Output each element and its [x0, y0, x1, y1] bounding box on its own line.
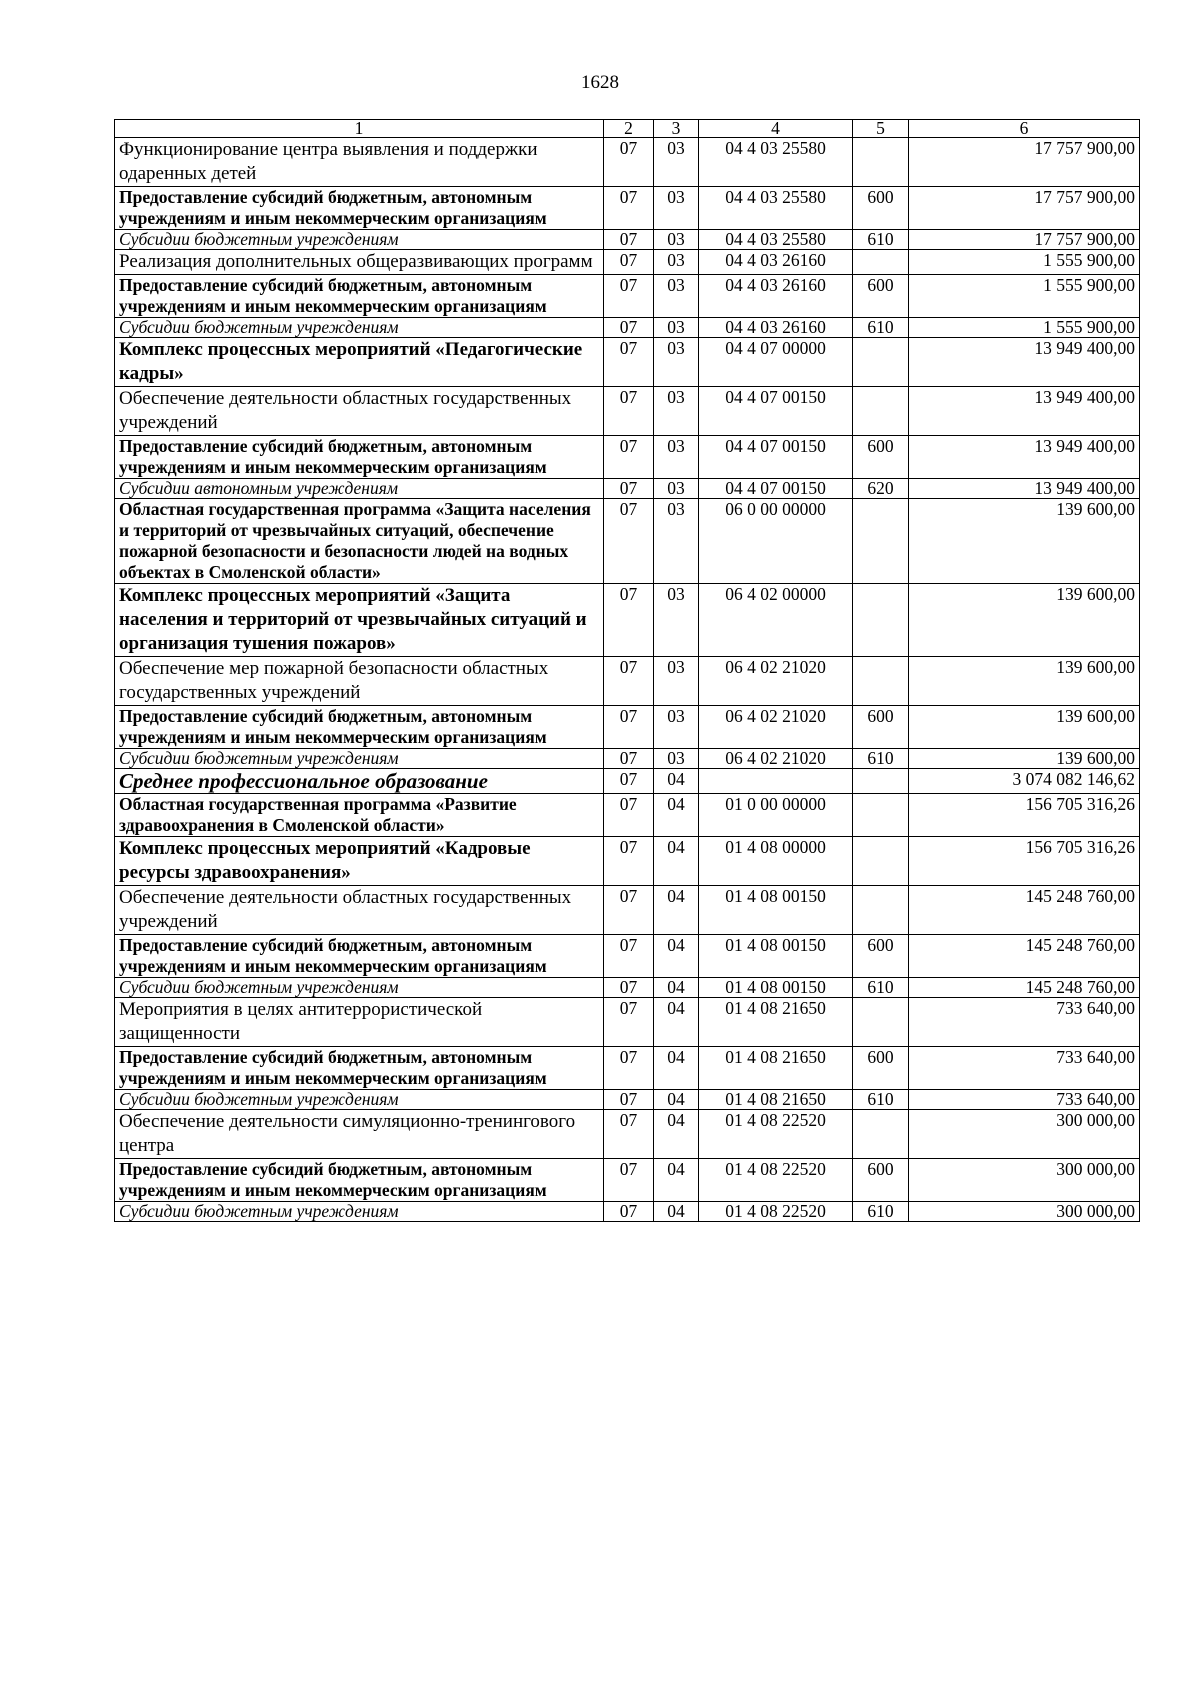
subsection-code-cell: 04	[654, 794, 699, 837]
table-row	[115, 886, 1140, 935]
target-article-cell: 06 4 02 21020	[699, 706, 853, 749]
subsection-code-cell: 04	[654, 1202, 699, 1222]
expense-type-cell: 610	[853, 749, 909, 769]
header-cell: 2	[604, 120, 654, 138]
subsection-code-cell: 04	[654, 935, 699, 978]
table-row	[115, 250, 1140, 275]
row-name-cell: Субсидии бюджетным учреждениям	[115, 749, 604, 769]
expense-type-cell	[853, 794, 909, 837]
section-code-cell: 07	[604, 584, 654, 657]
expense-type-cell	[853, 250, 909, 275]
target-article-cell: 06 0 00 00000	[699, 499, 853, 584]
section-code-cell: 07	[604, 1047, 654, 1090]
table-row	[115, 706, 1140, 749]
row-name-cell: Субсидии бюджетным учреждениям	[115, 1202, 604, 1222]
amount-cell: 145 248 760,00	[909, 886, 1140, 935]
table-row	[115, 978, 1140, 998]
section-code-cell: 07	[604, 138, 654, 187]
header-cell: 1	[115, 120, 604, 138]
expense-type-cell: 600	[853, 187, 909, 230]
target-article-cell: 01 4 08 22520	[699, 1202, 853, 1222]
subsection-code-cell: 03	[654, 230, 699, 250]
target-article-cell: 06 4 02 00000	[699, 584, 853, 657]
section-code-cell: 07	[604, 706, 654, 749]
row-name-cell: Комплекс процессных мероприятий «Защита населения и территорий от чрезвычайных ситуаций и организация тушения пожаров»	[115, 584, 604, 657]
section-code-cell: 07	[604, 230, 654, 250]
section-code-cell: 07	[604, 1090, 654, 1110]
row-name-cell: Субсидии бюджетным учреждениям	[115, 978, 604, 998]
row-name-cell: Обеспечение деятельности областных государственных учреждений	[115, 886, 604, 935]
amount-cell: 145 248 760,00	[909, 978, 1140, 998]
amount-cell: 1 555 900,00	[909, 318, 1140, 338]
target-article-cell: 01 4 08 22520	[699, 1110, 853, 1159]
amount-cell: 17 757 900,00	[909, 187, 1140, 230]
row-name-cell: Областная государственная программа «Защита населения и территорий от чрезвычайных ситуаций, обеспечение пожарной безопасности и безопасности людей на водных объектах в Смоленской области»	[115, 499, 604, 584]
amount-cell: 139 600,00	[909, 657, 1140, 706]
target-article-cell: 04 4 03 26160	[699, 275, 853, 318]
amount-cell: 733 640,00	[909, 1047, 1140, 1090]
section-code-cell: 07	[604, 935, 654, 978]
table-row	[115, 1110, 1140, 1159]
expense-type-cell: 600	[853, 1159, 909, 1202]
amount-cell: 3 074 082 146,62	[909, 769, 1140, 794]
table-row	[115, 479, 1140, 499]
section-code-cell: 07	[604, 978, 654, 998]
table-row	[115, 138, 1140, 187]
expense-type-cell: 600	[853, 275, 909, 318]
row-name-cell: Комплекс процессных мероприятий «Кадровые ресурсы здравоохранения»	[115, 837, 604, 886]
row-name-cell: Предоставление субсидий бюджетным, автономным учреждениям и иным некоммерческим организациям	[115, 935, 604, 978]
row-name-cell: Субсидии бюджетным учреждениям	[115, 1090, 604, 1110]
table-row	[115, 584, 1140, 657]
section-code-cell: 07	[604, 250, 654, 275]
budget-table	[114, 119, 1140, 1222]
subsection-code-cell: 04	[654, 978, 699, 998]
expense-type-cell: 610	[853, 978, 909, 998]
target-article-cell: 04 4 07 00000	[699, 338, 853, 387]
expense-type-cell: 600	[853, 1047, 909, 1090]
header-cell: 3	[654, 120, 699, 138]
header-row	[115, 120, 1140, 138]
amount-cell: 13 949 400,00	[909, 479, 1140, 499]
amount-cell: 145 248 760,00	[909, 935, 1140, 978]
section-code-cell: 07	[604, 998, 654, 1047]
section-code-cell: 07	[604, 837, 654, 886]
table-row	[115, 769, 1140, 794]
target-article-cell: 04 4 03 26160	[699, 318, 853, 338]
expense-type-cell	[853, 1110, 909, 1159]
amount-cell: 1 555 900,00	[909, 275, 1140, 318]
expense-type-cell	[853, 387, 909, 436]
subsection-code-cell: 03	[654, 499, 699, 584]
section-code-cell: 07	[604, 886, 654, 935]
target-article-cell: 04 4 07 00150	[699, 387, 853, 436]
target-article-cell: 04 4 03 25580	[699, 230, 853, 250]
target-article-cell: 01 4 08 21650	[699, 998, 853, 1047]
row-name-cell: Предоставление субсидий бюджетным, автономным учреждениям и иным некоммерческим организациям	[115, 187, 604, 230]
table-row	[115, 187, 1140, 230]
subsection-code-cell: 03	[654, 138, 699, 187]
amount-cell: 300 000,00	[909, 1202, 1140, 1222]
row-name-cell: Субсидии бюджетным учреждениям	[115, 318, 604, 338]
table-row	[115, 1159, 1140, 1202]
section-code-cell: 07	[604, 1202, 654, 1222]
expense-type-cell	[853, 657, 909, 706]
expense-type-cell	[853, 584, 909, 657]
table-row	[115, 1047, 1140, 1090]
subsection-code-cell: 04	[654, 1047, 699, 1090]
target-article-cell: 04 4 07 00150	[699, 436, 853, 479]
target-article-cell: 01 4 08 00150	[699, 935, 853, 978]
subsection-code-cell: 04	[654, 1090, 699, 1110]
amount-cell: 300 000,00	[909, 1110, 1140, 1159]
table-row	[115, 837, 1140, 886]
section-code-cell: 07	[604, 1159, 654, 1202]
table-row	[115, 499, 1140, 584]
expense-type-cell: 600	[853, 436, 909, 479]
expense-type-cell: 610	[853, 1202, 909, 1222]
expense-type-cell: 610	[853, 318, 909, 338]
row-name-cell: Субсидии автономным учреждениям	[115, 479, 604, 499]
subsection-code-cell: 04	[654, 1110, 699, 1159]
amount-cell: 1 555 900,00	[909, 250, 1140, 275]
amount-cell: 156 705 316,26	[909, 837, 1140, 886]
subsection-code-cell: 03	[654, 749, 699, 769]
subsection-code-cell: 04	[654, 1159, 699, 1202]
subsection-code-cell: 03	[654, 338, 699, 387]
row-name-cell: Субсидии бюджетным учреждениям	[115, 230, 604, 250]
section-code-cell: 07	[604, 499, 654, 584]
expense-type-cell: 610	[853, 1090, 909, 1110]
subsection-code-cell: 03	[654, 436, 699, 479]
section-code-cell: 07	[604, 479, 654, 499]
row-name-cell: Областная государственная программа «Развитие здравоохранения в Смоленской области»	[115, 794, 604, 837]
section-code-cell: 07	[604, 794, 654, 837]
amount-cell: 300 000,00	[909, 1159, 1140, 1202]
table-row	[115, 1202, 1140, 1222]
target-article-cell: 01 4 08 22520	[699, 1159, 853, 1202]
expense-type-cell: 600	[853, 706, 909, 749]
row-name-cell: Обеспечение деятельности симуляционно-тренингового центра	[115, 1110, 604, 1159]
header-cell: 6	[909, 120, 1140, 138]
expense-type-cell	[853, 499, 909, 584]
table-row	[115, 1090, 1140, 1110]
table-row	[115, 436, 1140, 479]
expense-type-cell: 610	[853, 230, 909, 250]
target-article-cell: 01 4 08 00150	[699, 886, 853, 935]
table-row	[115, 749, 1140, 769]
target-article-cell: 04 4 07 00150	[699, 479, 853, 499]
expense-type-cell: 620	[853, 479, 909, 499]
row-name-cell: Предоставление субсидий бюджетным, автономным учреждениям и иным некоммерческим организациям	[115, 706, 604, 749]
table-row	[115, 230, 1140, 250]
section-code-cell: 07	[604, 436, 654, 479]
section-code-cell: 07	[604, 657, 654, 706]
section-code-cell: 07	[604, 769, 654, 794]
row-name-cell: Реализация дополнительных общеразвивающих программ	[115, 250, 604, 275]
amount-cell: 139 600,00	[909, 749, 1140, 769]
subsection-code-cell: 03	[654, 584, 699, 657]
subsection-code-cell: 03	[654, 250, 699, 275]
expense-type-cell	[853, 138, 909, 187]
subsection-code-cell: 03	[654, 387, 699, 436]
table-row	[115, 338, 1140, 387]
row-name-cell: Предоставление субсидий бюджетным, автономным учреждениям и иным некоммерческим организациям	[115, 1159, 604, 1202]
target-article-cell: 01 4 08 00000	[699, 837, 853, 886]
row-name-cell: Комплекс процессных мероприятий «Педагогические кадры»	[115, 338, 604, 387]
amount-cell: 139 600,00	[909, 706, 1140, 749]
expense-type-cell	[853, 886, 909, 935]
subsection-code-cell: 03	[654, 657, 699, 706]
amount-cell: 13 949 400,00	[909, 436, 1140, 479]
target-article-cell: 01 4 08 21650	[699, 1047, 853, 1090]
subsection-code-cell: 04	[654, 886, 699, 935]
table-row	[115, 657, 1140, 706]
section-code-cell: 07	[604, 749, 654, 769]
expense-type-cell: 600	[853, 935, 909, 978]
target-article-cell: 04 4 03 25580	[699, 138, 853, 187]
section-code-cell: 07	[604, 187, 654, 230]
table-row	[115, 935, 1140, 978]
target-article-cell: 01 0 00 00000	[699, 794, 853, 837]
amount-cell: 13 949 400,00	[909, 387, 1140, 436]
subsection-code-cell: 03	[654, 318, 699, 338]
row-name-cell: Мероприятия в целях антитеррористической защищенности	[115, 998, 604, 1047]
expense-type-cell	[853, 837, 909, 886]
page-number: 1628	[581, 72, 619, 93]
subsection-code-cell: 03	[654, 275, 699, 318]
expense-type-cell	[853, 338, 909, 387]
section-code-cell: 07	[604, 387, 654, 436]
target-article-cell: 01 4 08 21650	[699, 1090, 853, 1110]
target-article-cell: 04 4 03 26160	[699, 250, 853, 275]
target-article-cell: 06 4 02 21020	[699, 749, 853, 769]
table-row	[115, 318, 1140, 338]
subsection-code-cell: 04	[654, 837, 699, 886]
subsection-code-cell: 03	[654, 479, 699, 499]
subsection-code-cell: 04	[654, 998, 699, 1047]
amount-cell: 17 757 900,00	[909, 230, 1140, 250]
row-name-cell: Предоставление субсидий бюджетным, автономным учреждениям и иным некоммерческим организациям	[115, 1047, 604, 1090]
expense-type-cell	[853, 998, 909, 1047]
table-row	[115, 387, 1140, 436]
section-code-cell: 07	[604, 275, 654, 318]
subsection-code-cell: 04	[654, 769, 699, 794]
row-name-cell: Обеспечение мер пожарной безопасности областных государственных учреждений	[115, 657, 604, 706]
amount-cell: 139 600,00	[909, 499, 1140, 584]
row-name-cell: Обеспечение деятельности областных государственных учреждений	[115, 387, 604, 436]
amount-cell: 17 757 900,00	[909, 138, 1140, 187]
section-code-cell: 07	[604, 338, 654, 387]
header-cell: 4	[699, 120, 853, 138]
row-name-cell: Функционирование центра выявления и поддержки одаренных детей	[115, 138, 604, 187]
target-article-cell: 04 4 03 25580	[699, 187, 853, 230]
amount-cell: 156 705 316,26	[909, 794, 1140, 837]
table-row	[115, 998, 1140, 1047]
expense-type-cell	[853, 769, 909, 794]
row-name-cell: Предоставление субсидий бюджетным, автономным учреждениям и иным некоммерческим организациям	[115, 275, 604, 318]
section-code-cell: 07	[604, 1110, 654, 1159]
subsection-code-cell: 03	[654, 706, 699, 749]
amount-cell: 139 600,00	[909, 584, 1140, 657]
row-name-cell: Предоставление субсидий бюджетным, автономным учреждениям и иным некоммерческим организациям	[115, 436, 604, 479]
table-row	[115, 794, 1140, 837]
amount-cell: 733 640,00	[909, 1090, 1140, 1110]
table-row	[115, 275, 1140, 318]
amount-cell: 733 640,00	[909, 998, 1140, 1047]
subsection-code-cell: 03	[654, 187, 699, 230]
section-code-cell: 07	[604, 318, 654, 338]
target-article-cell: 06 4 02 21020	[699, 657, 853, 706]
target-article-cell	[699, 769, 853, 794]
table-body	[115, 138, 1140, 1222]
target-article-cell: 01 4 08 00150	[699, 978, 853, 998]
header-cell: 5	[853, 120, 909, 138]
row-name-cell: Среднее профессиональное образование	[115, 769, 604, 794]
amount-cell: 13 949 400,00	[909, 338, 1140, 387]
